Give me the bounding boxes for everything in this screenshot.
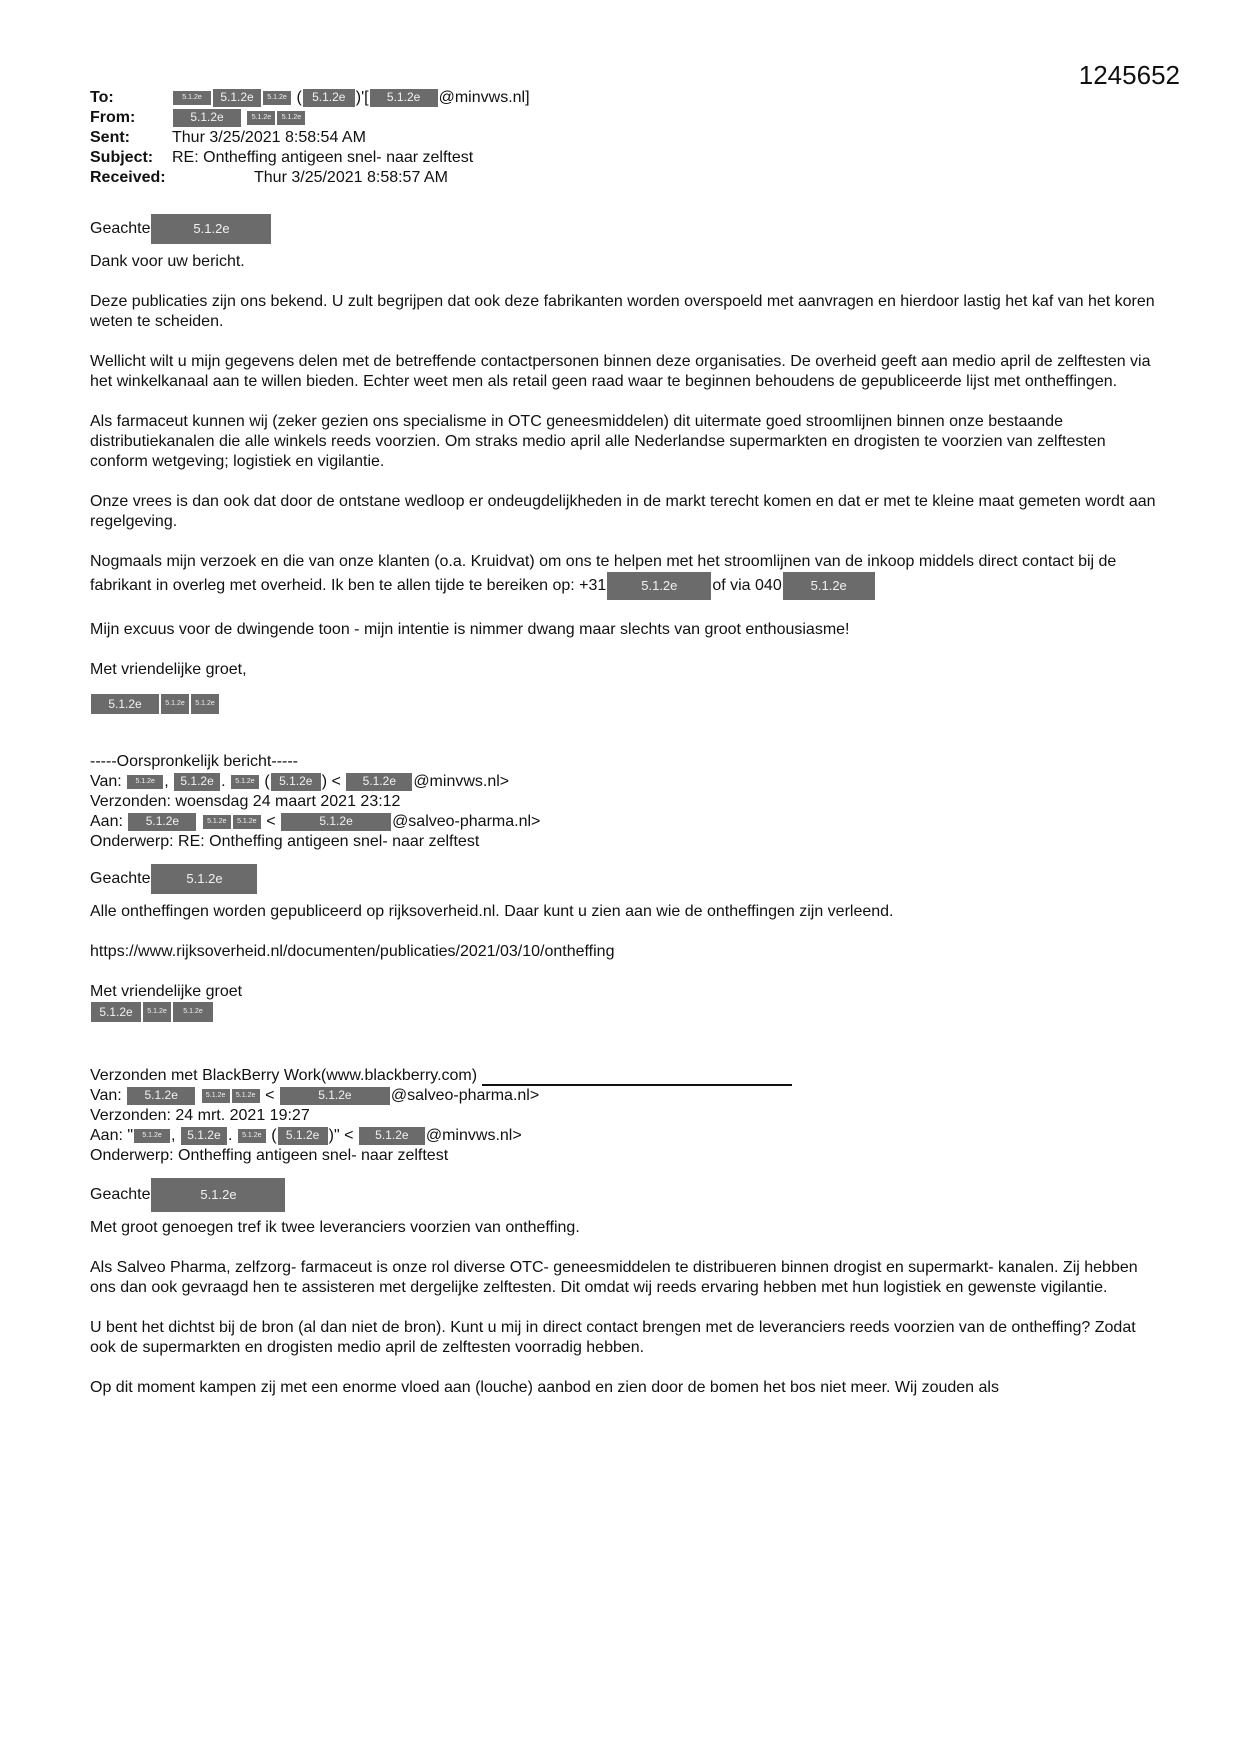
redaction: 5.1.2e bbox=[134, 1129, 170, 1143]
redaction: 5.1.2e bbox=[231, 775, 259, 789]
greeting: Geachte 5.1.2e bbox=[90, 214, 1160, 244]
url-text: https://www.rijksoverheid.nl/documenten/publicaties/2021/03/10/ontheffing bbox=[90, 943, 615, 960]
redaction: 5.1.2e bbox=[238, 1129, 266, 1143]
van-row: Van: 5.1.2e , 5.1.2e . 5.1.2e ( 5.1.2e ) < 5.1.2e @minvws.nl> bbox=[90, 773, 510, 790]
onderwerp-row: Onderwerp: Ontheffing antigeen snel- naar zelftest bbox=[90, 1147, 449, 1164]
redaction: 5.1.2e bbox=[213, 89, 261, 107]
redaction: 5.1.2e bbox=[173, 109, 241, 127]
redaction: 5.1.2e bbox=[143, 1002, 171, 1022]
redaction: 5.1.2e bbox=[128, 813, 196, 831]
paragraph: Mijn excuus voor de dwingende toon - mijn intentie is nimmer dwang maar slechts van groot enthousiasme! bbox=[90, 621, 850, 638]
redaction: 5.1.2e bbox=[151, 864, 257, 894]
redaction: 5.1.2e bbox=[281, 813, 391, 831]
redaction: 5.1.2e bbox=[173, 91, 211, 105]
paragraph: Op dit moment kampen zij met een enorme vloed aan (louche) aanbod en zien door de bomen het bos niet meer. Wij zouden als bbox=[90, 1379, 999, 1396]
redaction: 5.1.2e bbox=[202, 1089, 230, 1103]
to-domain: @minvws.nl] bbox=[438, 89, 530, 106]
redaction: 5.1.2e bbox=[370, 89, 438, 107]
from-label: From: bbox=[90, 109, 136, 126]
redaction: 5.1.2e bbox=[181, 1127, 227, 1145]
redaction: 5.1.2e bbox=[783, 572, 875, 600]
redaction: 5.1.2e bbox=[263, 91, 291, 105]
aan-row: Aan: 5.1.2e 5.1.2e 5.1.2e < 5.1.2e @salveo-pharma.nl> bbox=[90, 813, 541, 830]
redaction: 5.1.2e bbox=[91, 694, 159, 714]
redaction: 5.1.2e bbox=[161, 694, 189, 714]
sent-row bbox=[90, 128, 1160, 148]
sent-label: Sent: bbox=[90, 129, 130, 146]
redaction: 5.1.2e bbox=[277, 111, 305, 125]
closing: Met vriendelijke groet bbox=[90, 983, 243, 1000]
redaction: 5.1.2e bbox=[203, 815, 231, 829]
redaction: 5.1.2e bbox=[127, 1087, 195, 1105]
signature bbox=[90, 1002, 1160, 1022]
to-label: To: bbox=[90, 89, 114, 106]
signature bbox=[90, 694, 1160, 714]
blackberry-row: Verzonden met BlackBerry Work(www.blackberry.com) bbox=[90, 1066, 1160, 1086]
paragraph: Wellicht wilt u mijn gegevens delen met de betreffende contactpersonen binnen deze organisaties. De overheid geeft aan medio april de zelftesten via het winkelkanaal aan te willen bieden. Echter weet men als retail geen raad waar te beginnen behoudens de gepubliceerde lijst met ontheffingen. bbox=[90, 353, 1151, 390]
redaction: 5.1.2e bbox=[233, 815, 261, 829]
redaction: 5.1.2e bbox=[191, 694, 219, 714]
redaction: 5.1.2e bbox=[278, 1127, 328, 1145]
van-row: Van: 5.1.2e 5.1.2e 5.1.2e < 5.1.2e @salveo-pharma.nl> bbox=[90, 1087, 540, 1104]
paragraph: Als farmaceut kunnen wij (zeker gezien ons specialisme in OTC geneesmiddelen) dit uitermate goed stroomlijnen binnen onze bestaande distributiekanalen die alle winkels reeds voorzien. Om straks medio april alle Nederlandse supermarkten en drogisten te voorzien van zelftesten conform wetgeving; logistiek en vigilantie. bbox=[90, 413, 1106, 470]
redaction: 5.1.2e bbox=[346, 773, 412, 791]
divider bbox=[482, 1070, 792, 1086]
subject-row bbox=[90, 148, 1160, 168]
greeting: Geachte 5.1.2e bbox=[90, 864, 1160, 894]
subject-value: RE: Ontheffing antigeen snel- naar zelftest bbox=[172, 149, 474, 166]
redaction: 5.1.2e bbox=[280, 1087, 390, 1105]
aan-row: Aan: " 5.1.2e , 5.1.2e . 5.1.2e ( 5.1.2e )" < 5.1.2e @minvws.nl> bbox=[90, 1127, 522, 1144]
verzonden-row: Verzonden: 24 mrt. 2021 19:27 bbox=[90, 1107, 310, 1124]
subject-label: Subject: bbox=[90, 149, 154, 166]
sent-value: Thur 3/25/2021 8:58:54 AM bbox=[172, 129, 366, 146]
received-row bbox=[90, 168, 1160, 188]
paragraph: Alle ontheffingen worden gepubliceerd op rijksoverheid.nl. Daar kunt u zien aan wie de ontheffingen zijn verleend. bbox=[90, 903, 894, 920]
original-message-header bbox=[90, 752, 1160, 852]
redaction: 5.1.2e bbox=[303, 89, 355, 107]
paragraph: Met groot genoegen tref ik twee leveranciers voorzien van ontheffing. bbox=[90, 1219, 580, 1236]
onderwerp-row: Onderwerp: RE: Ontheffing antigeen snel- naar zelftest bbox=[90, 833, 480, 850]
redaction: 5.1.2e bbox=[91, 1002, 141, 1022]
received-label: Received: bbox=[90, 169, 166, 186]
paragraph: Als Salveo Pharma, zelfzorg- farmaceut is onze rol diverse OTC- geneesmiddelen te distribueren binnen drogist en supermarkt- kanalen. Zij hebben ons dan ook gevraagd hen te assisteren met dergelijke zelftesten. Dit omdat wij reeds ervaring hebben met hun logistiek en gewenste vigilantie. bbox=[90, 1259, 1138, 1296]
redaction: 5.1.2e bbox=[151, 214, 271, 244]
email-header bbox=[90, 88, 1160, 188]
separator: -----Oorspronkelijk bericht----- bbox=[90, 753, 299, 770]
redaction: 5.1.2e bbox=[127, 775, 163, 789]
redaction: 5.1.2e bbox=[173, 1002, 213, 1022]
redaction: 5.1.2e bbox=[232, 1089, 260, 1103]
received-value: Thur 3/25/2021 8:58:57 AM bbox=[254, 169, 448, 186]
redaction: 5.1.2e bbox=[151, 1178, 285, 1212]
greeting: Geachte 5.1.2e bbox=[90, 1178, 1160, 1212]
redaction: 5.1.2e bbox=[359, 1127, 425, 1145]
redaction: 5.1.2e bbox=[174, 773, 220, 791]
to-row: To: 5.1.2e 5.1.2e 5.1.2e ( 5.1.2e )'[ 5.1.2e @minvws.nl] bbox=[90, 89, 530, 106]
verzonden-row: Verzonden: woensdag 24 maart 2021 23:12 bbox=[90, 793, 401, 810]
paragraph: Dank voor uw bericht. bbox=[90, 253, 245, 270]
redaction: 5.1.2e bbox=[247, 111, 275, 125]
paragraph: Onze vrees is dan ook dat door de ontstane wedloop er ondeugdelijkheden in de markt terecht komen en dat er met te kleine maat gemeten wordt aan regelgeving. bbox=[90, 493, 1156, 530]
email-document bbox=[90, 88, 1160, 1398]
document-id: 1245652 bbox=[1078, 60, 1180, 90]
paragraph: U bent het dichtst bij de bron (al dan niet de bron). Kunt u mij in direct contact brengen met de leveranciers reeds voorzien van de ontheffing? Zodat ook de supermarkten en drogisten medio april de zelftesten voorradig hebben. bbox=[90, 1319, 1136, 1356]
from-row bbox=[90, 108, 1160, 128]
first-message-header bbox=[90, 1066, 1160, 1166]
redaction: 5.1.2e bbox=[271, 773, 321, 791]
paragraph: Nogmaals mijn verzoek en die van onze klanten (o.a. Kruidvat) om ons te helpen met het stroomlijnen van de inkoop middels direct contact bij de fabrikant in overleg met overheid. Ik ben te allen tijde te bereiken op: +31 5.1.2e of via 040 5.1.2e bbox=[90, 552, 1160, 600]
closing: Met vriendelijke groet, bbox=[90, 661, 247, 678]
paragraph: Deze publicaties zijn ons bekend. U zult begrijpen dat ook deze fabrikanten worden overspoeld met aanvragen en hierdoor lastig het kaf van het koren weten te scheiden. bbox=[90, 293, 1155, 330]
redaction: 5.1.2e bbox=[607, 572, 711, 600]
